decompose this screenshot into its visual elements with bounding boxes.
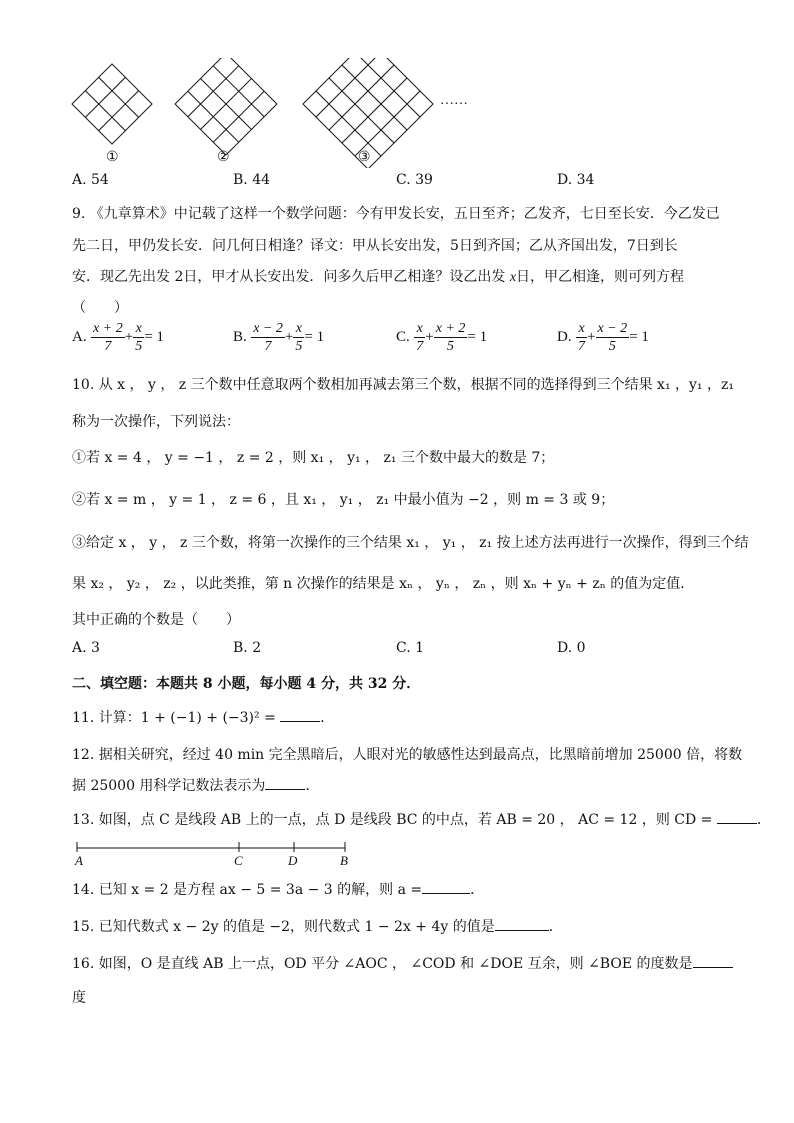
q10-statement-1: ①若 x = 4 ， y = −1 ， z = 2 ，则 x₁ ， y₁ ， z₁ 三个数中最大的数是 7； — [72, 450, 555, 466]
q8-option-d: D. 34 — [557, 172, 595, 188]
q13-segment-figure — [72, 838, 362, 868]
grid-label-3: ③ — [358, 150, 371, 165]
q9-blank: （ ） — [72, 300, 128, 316]
q10-line-2: 称为一次操作，下列说法： — [72, 414, 240, 430]
q10-option-c: C. 1 — [396, 640, 425, 656]
q8-diamond-grids-figure — [60, 58, 480, 168]
q15: 15. 已知代数式 x − 2y 的值是 −2，则代数式 1 − 2x + 4y 的值是 ． — [72, 916, 563, 936]
q10-option-b: B. 2 — [233, 640, 262, 656]
point-d-label: D — [288, 853, 298, 868]
q10-question: 其中正确的个数是（ ） — [72, 612, 240, 628]
grid-label-1: ① — [106, 150, 119, 165]
q16-line-2: 度 — [72, 990, 86, 1006]
q8-option-a: A. 54 — [72, 172, 109, 188]
q9-line-1: 9. 《九章算术》中记载了这样一个数学问题：今有甲发长安，五日至齐；乙发齐，七日至长安．今乙发已 — [72, 206, 720, 222]
ellipsis: …… — [440, 93, 468, 108]
q9-option-a: A. $\frac{x + 2}{7}$ + $\frac{x}{5}$ = 1 — [72, 321, 164, 354]
q10-statement-2: ②若 x = m ， y = 1 ， z = 6 ，且 x₁ ， y₁ ， z₁ 中最小值为 −2 ，则 m = 3 或 9； — [72, 492, 615, 508]
grid-figure-1 — [72, 64, 152, 144]
point-a-label: A — [75, 853, 83, 868]
q8-option-b: B. 44 — [233, 172, 271, 188]
q9-option-c: C. $\frac{x}{7}$ + $\frac{x + 2}{5}$ = 1 — [396, 321, 488, 354]
grid-label-2: ② — [217, 150, 230, 165]
q10-statement-3-cont: 果 x₂ ， y₂ ， z₂ ，以此类推，第 n 次操作的结果是 xₙ ， yₙ ， zₙ ，则 xₙ + yₙ + zₙ 的值为定值． — [72, 576, 695, 592]
q12-line-2: 据 25000 用科学记数法表示为 ． — [72, 775, 319, 795]
q9-line-3: 安．现乙先出发 2日，甲才从长安出发．问多久后甲乙相逢？设乙出发 x日，甲乙相逢，则可列方程 — [72, 269, 685, 285]
q14: 14. 已知 x = 2 是方程 ax − 5 = 3a − 3 的解，则 a = ． — [72, 879, 484, 899]
q15-answer-blank[interactable] — [495, 916, 549, 931]
q12-line-1: 12. 据相关研究，经过 40 min 完全黑暗后，人眼对光的敏感性达到最高点，比黑暗前增加 25000 倍，将数 — [72, 747, 743, 763]
q10-option-d: D. 0 — [557, 640, 586, 656]
q8-option-c: C. 39 — [396, 172, 433, 188]
q16-answer-blank[interactable] — [693, 953, 733, 968]
q14-answer-blank[interactable] — [422, 879, 470, 894]
q11-answer-blank[interactable] — [280, 707, 320, 722]
grid-figure-2 — [175, 58, 277, 155]
q10-line-1: 10. 从 x ， y ， z 三个数中任意取两个数相加再减去第三个数，根据不同的选择得到三个结果 x₁ ，y₁ ，z₁ — [72, 377, 734, 393]
q16-line-1: 16. 如图，O 是直线 AB 上一点，OD 平分 ∠AOC ， ∠COD 和 ∠DOE 互余，则 ∠BOE 的度数是 — [72, 953, 733, 973]
q9-option-b: B. $\frac{x - 2}{7}$ + $\frac{x}{5}$ = 1 — [233, 321, 325, 354]
point-b-label: B — [340, 853, 348, 868]
q9-option-d: D. $\frac{x}{7}$ + $\frac{x - 2}{5}$ = 1 — [557, 321, 649, 354]
q9-line-2: 先二日，甲仍发长安．问几何日相逢？译文：甲从长安出发，5日到齐国；乙从齐国出发，7日到长 — [72, 238, 678, 254]
q12-answer-blank[interactable] — [265, 775, 305, 790]
q11: 11. 计算：1 + (−1) + (−3)² = ． — [72, 707, 334, 727]
q13-answer-blank[interactable] — [717, 809, 757, 824]
point-c-label: C — [234, 853, 243, 868]
q13: 13. 如图，点 C 是线段 AB 上的一点，点 D 是线段 BC 的中点，若 AB = 20 ， AC = 12 ，则 CD = ． — [72, 809, 771, 829]
section-2-title: 二、填空题：本题共 8 小题，每小题 4 分，共 32 分． — [72, 676, 421, 692]
q10-statement-3: ③给定 x ， y ， z 三个数，将第一次操作的三个结果 x₁ ， y₁ ， z₁ 按上述方法再进行一次操作，得到三个结 — [72, 535, 749, 551]
q10-option-a: A. 3 — [72, 640, 100, 656]
